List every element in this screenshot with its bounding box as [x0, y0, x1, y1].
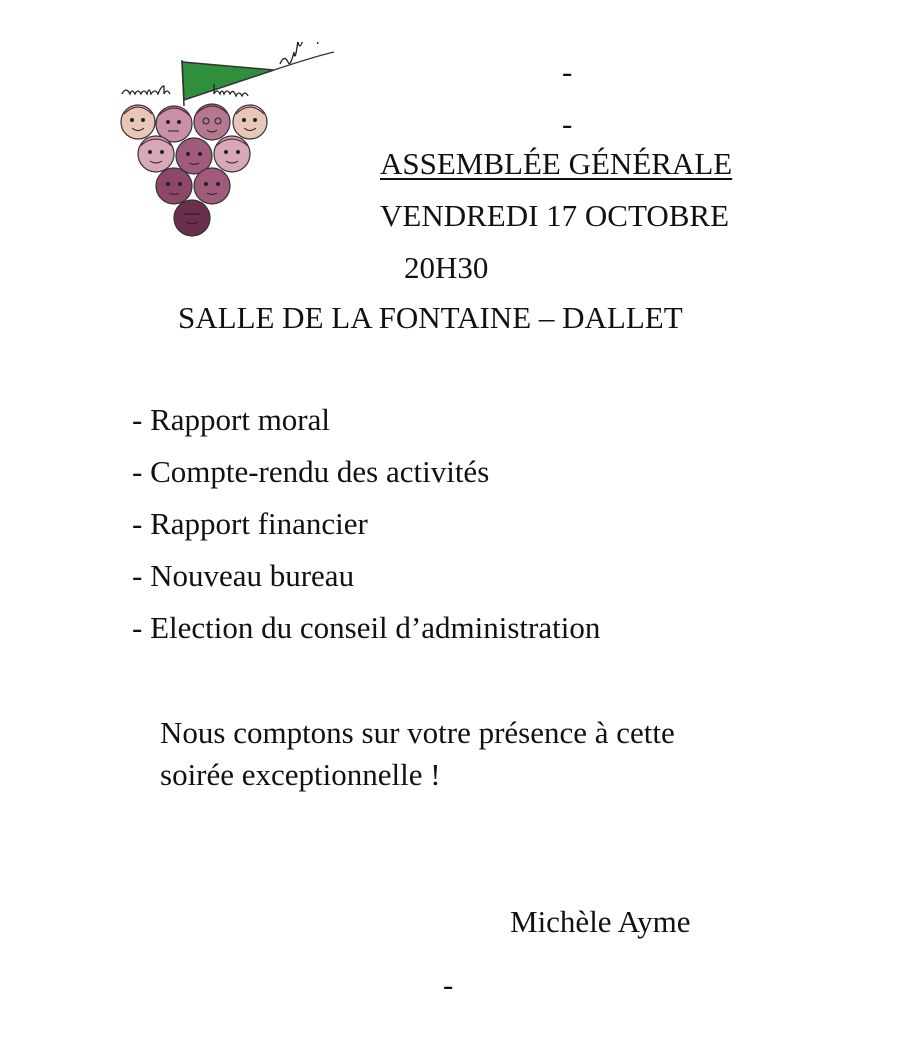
event-place: SALLE DE LA FONTAINE – DALLET: [178, 300, 683, 335]
event-time: 20H30: [404, 250, 489, 285]
green-pennant: [182, 62, 274, 100]
top-dash-2: -: [562, 106, 573, 141]
agenda-item: - Nouveau bureau: [132, 558, 355, 593]
top-dash-1: -: [562, 54, 573, 89]
grape-cluster: [121, 104, 267, 236]
closing-message: [160, 712, 760, 796]
logo-lettering-top: [280, 42, 318, 64]
amicale-laique-grape-logo: [112, 42, 344, 242]
agenda-item: - Compte-rendu des activités: [132, 454, 490, 489]
closing-line-1: Nous comptons sur votre présence à cette: [160, 715, 675, 750]
agenda-item: - Election du conseil d’administration: [132, 610, 601, 645]
event-date: VENDREDI 17 OCTOBRE: [380, 198, 730, 233]
agenda-list: [132, 402, 600, 662]
signature: Michèle Ayme: [510, 904, 691, 939]
closing-line-2: soirée exceptionnelle !: [160, 757, 441, 792]
agenda-item: - Rapport financier: [132, 506, 368, 541]
pennant-line: [274, 52, 334, 70]
document-title: ASSEMBLÉE GÉNÉRALE: [380, 146, 733, 181]
footer-dash: -: [443, 967, 454, 1002]
logo-lettering-left: [122, 86, 170, 94]
agenda-item: - Rapport moral: [132, 402, 331, 437]
